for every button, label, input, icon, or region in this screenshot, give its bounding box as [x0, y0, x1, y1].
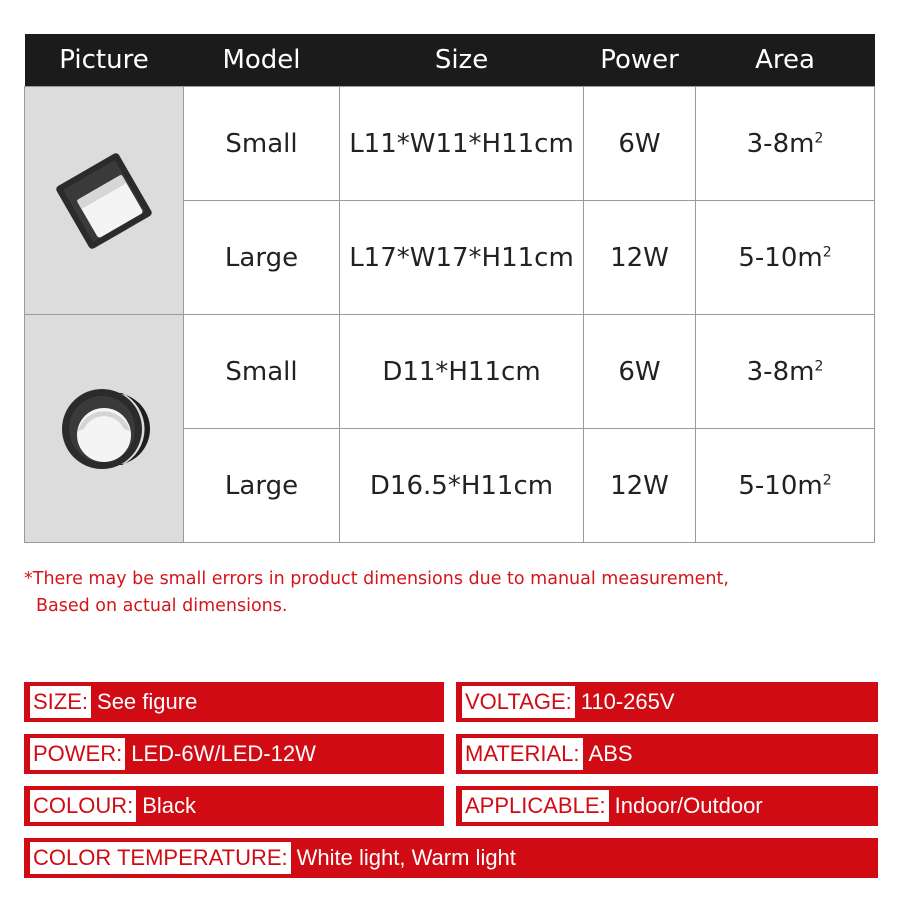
size-cell: D16.5*H11cm: [340, 429, 584, 543]
area-value: 3-8: [746, 128, 790, 159]
power-cell: 12W: [584, 429, 696, 543]
spec-colour-bar: [24, 786, 444, 826]
power-cell: 12W: [584, 201, 696, 315]
square-wall-lamp-image: [44, 141, 164, 261]
area-cell: [696, 87, 875, 201]
area-cell: [696, 201, 875, 315]
area-unit-base: m: [789, 128, 815, 159]
spec-size-value: See figure: [97, 689, 198, 714]
area-unit: [797, 471, 831, 501]
area-value: 3-8: [746, 356, 790, 387]
header-model: Model: [184, 34, 340, 87]
area-unit-exponent: 2: [822, 471, 832, 488]
spec-table: [24, 34, 875, 543]
round-lamp-picture-cell: [25, 315, 184, 543]
spec-material-bar: [456, 734, 878, 774]
spec-color-temperature-value: White light, Warm light: [296, 845, 516, 870]
size-cell: L11*W11*H11cm: [340, 87, 584, 201]
area-cell: [696, 315, 875, 429]
square-lamp-picture-cell: [25, 87, 184, 315]
round-wall-lamp-image: [44, 369, 164, 489]
area-value: 5-10: [738, 242, 798, 273]
size-cell: D11*H11cm: [340, 315, 584, 429]
measurement-note: [24, 566, 884, 620]
table-row: [25, 315, 875, 429]
area-unit-exponent: 2: [814, 129, 824, 146]
area-unit-base: m: [797, 242, 823, 273]
area-unit-exponent: 2: [822, 243, 832, 260]
header-power: Power: [584, 34, 696, 87]
area-value: 5-10: [738, 470, 798, 501]
spec-applicable-bar: [456, 786, 878, 826]
area-unit: [789, 129, 823, 159]
table-row: [25, 87, 875, 201]
area-unit: [797, 243, 831, 273]
spec-applicable-value: Indoor/Outdoor: [614, 793, 763, 818]
size-cell: L17*W17*H11cm: [340, 201, 584, 315]
header-size: Size: [340, 34, 584, 87]
area-cell: [696, 429, 875, 543]
spec-color-temperature-label: COLOR TEMPERATURE:: [30, 842, 291, 874]
model-cell: Small: [184, 87, 340, 201]
note-line-1: *There may be small errors in product dimensions due to manual measurement,: [24, 569, 729, 589]
spec-voltage-bar: [456, 682, 878, 722]
spec-colour-value: Black: [142, 793, 197, 818]
area-unit-base: m: [797, 470, 823, 501]
header-picture: Picture: [25, 34, 184, 87]
area-unit-exponent: 2: [814, 357, 824, 374]
table-header-row: [25, 34, 875, 87]
area-unit-base: m: [789, 356, 815, 387]
power-cell: 6W: [584, 87, 696, 201]
spec-power-value: LED-6W/LED-12W: [131, 741, 316, 766]
spec-material-value: ABS: [588, 741, 633, 766]
header-area: Area: [696, 34, 875, 87]
spec-colour-label: COLOUR:: [30, 790, 136, 822]
model-cell: Large: [184, 201, 340, 315]
power-cell: 6W: [584, 315, 696, 429]
note-line-2: Based on actual dimensions.: [36, 596, 288, 616]
model-cell: Small: [184, 315, 340, 429]
spec-voltage-value: 110-265V: [580, 689, 675, 714]
spec-size-bar: [24, 682, 444, 722]
model-cell: Large: [184, 429, 340, 543]
spec-power-bar: [24, 734, 444, 774]
spec-power-label: POWER:: [30, 738, 125, 770]
spec-size-label: SIZE:: [30, 686, 91, 718]
spec-applicable-label: APPLICABLE:: [462, 790, 609, 822]
area-unit: [789, 357, 823, 387]
spec-color-temperature-bar: [24, 838, 878, 878]
spec-material-label: MATERIAL:: [462, 738, 583, 770]
spec-voltage-label: VOLTAGE:: [462, 686, 575, 718]
